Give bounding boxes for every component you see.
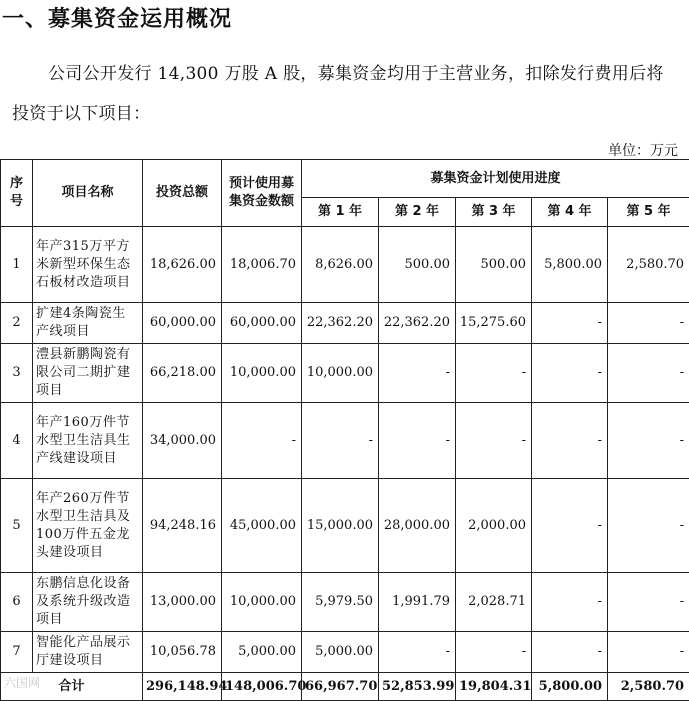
- row-total: 18,626.00: [143, 227, 222, 303]
- row-index: 2: [1, 303, 33, 344]
- row-project-name: 年产160万件节水型卫生洁具生产线建设项目: [33, 403, 143, 479]
- row-total: 34,000.00: [143, 403, 222, 479]
- row-year-4: -: [532, 632, 608, 673]
- row-year-1: 8,626.00: [302, 227, 379, 303]
- row-index: 4: [1, 403, 33, 479]
- table-row: [1, 227, 689, 303]
- row-year-4: -: [532, 403, 608, 479]
- row-total: 13,000.00: [143, 573, 222, 632]
- row-year-4: -: [532, 573, 608, 632]
- row-raised: 60,000.00: [222, 303, 302, 344]
- row-project-name: 智能化产品展示厅建设项目: [33, 632, 143, 673]
- row-index: 1: [1, 227, 33, 303]
- row-year-2: -: [379, 632, 456, 673]
- row-project-name: 澧县新鹏陶瓷有限公司二期扩建项目: [33, 344, 143, 403]
- total-row: [1, 673, 689, 701]
- row-year-3: 500.00: [456, 227, 532, 303]
- row-index: 5: [1, 479, 33, 573]
- total-year-3: 19,804.31: [456, 673, 532, 701]
- row-year-2: -: [379, 344, 456, 403]
- row-year-5: -: [608, 479, 689, 573]
- row-year-2: 500.00: [379, 227, 456, 303]
- row-year-5: -: [608, 303, 689, 344]
- row-year-3: 2,028.71: [456, 573, 532, 632]
- header-index: 序号: [1, 160, 33, 227]
- header-year-2: 第 2 年: [379, 198, 456, 227]
- section-heading: 一、募集资金运用概况: [2, 2, 232, 33]
- row-year-2: 1,991.79: [379, 573, 456, 632]
- unit-label: 单位：万元: [608, 140, 678, 160]
- row-year-3: 15,275.60: [456, 303, 532, 344]
- header-year-3: 第 3 年: [456, 198, 532, 227]
- row-project-name: 扩建4条陶瓷生产线项目: [33, 303, 143, 344]
- row-index: 7: [1, 632, 33, 673]
- table-row: [1, 632, 689, 673]
- row-project-name: 年产315万平方米新型环保生态石板材改造项目: [33, 227, 143, 303]
- table-row: [1, 573, 689, 632]
- row-year-5: -: [608, 632, 689, 673]
- row-raised: 18,006.70: [222, 227, 302, 303]
- row-year-5: -: [608, 344, 689, 403]
- table-row: [1, 479, 689, 573]
- row-year-1: 22,362.20: [302, 303, 379, 344]
- row-year-1: 10,000.00: [302, 344, 379, 403]
- row-index: 6: [1, 573, 33, 632]
- row-raised: -: [222, 403, 302, 479]
- row-year-1: 5,000.00: [302, 632, 379, 673]
- fundraising-table: [0, 159, 689, 701]
- row-year-4: 5,800.00: [532, 227, 608, 303]
- header-project-name: 项目名称: [33, 160, 143, 227]
- total-year-2: 52,853.99: [379, 673, 456, 701]
- header-raised-funds: 预计使用募集资金数额: [222, 160, 302, 227]
- watermark: 六国网: [4, 674, 40, 691]
- row-raised: 10,000.00: [222, 344, 302, 403]
- header-year-4: 第 4 年: [532, 198, 608, 227]
- row-total: 60,000.00: [143, 303, 222, 344]
- row-project-name: 东鹏信息化设备及系统升级改造项目: [33, 573, 143, 632]
- total-year-5: 2,580.70: [608, 673, 689, 701]
- header-total-investment: 投资总额: [143, 160, 222, 227]
- row-project-name: 年产260万件节水型卫生洁具及100万件五金龙头建设项目: [33, 479, 143, 573]
- row-year-2: 22,362.20: [379, 303, 456, 344]
- table-row: [1, 344, 689, 403]
- row-total: 94,248.16: [143, 479, 222, 573]
- row-year-4: -: [532, 479, 608, 573]
- row-year-3: 2,000.00: [456, 479, 532, 573]
- row-index: 3: [1, 344, 33, 403]
- table-row: [1, 303, 689, 344]
- row-year-2: -: [379, 403, 456, 479]
- row-year-1: -: [302, 403, 379, 479]
- row-year-2: 28,000.00: [379, 479, 456, 573]
- row-year-4: -: [532, 303, 608, 344]
- row-raised: 5,000.00: [222, 632, 302, 673]
- row-year-5: -: [608, 403, 689, 479]
- total-label: 合计: [1, 673, 143, 701]
- total-raised: 148,006.70: [222, 673, 302, 701]
- header-year-1: 第 1 年: [302, 198, 379, 227]
- row-year-5: 2,580.70: [608, 227, 689, 303]
- row-year-5: -: [608, 573, 689, 632]
- total-year-4: 5,800.00: [532, 673, 608, 701]
- table-row: [1, 403, 689, 479]
- total-year-1: 66,967.70: [302, 673, 379, 701]
- row-total: 66,218.00: [143, 344, 222, 403]
- row-raised: 45,000.00: [222, 479, 302, 573]
- row-year-4: -: [532, 344, 608, 403]
- row-year-1: 15,000.00: [302, 479, 379, 573]
- row-total: 10,056.78: [143, 632, 222, 673]
- total-investment: 296,148.94: [143, 673, 222, 701]
- row-year-1: 5,979.50: [302, 573, 379, 632]
- header-year-5: 第 5 年: [608, 198, 689, 227]
- header-plan-progress: 募集资金计划使用进度: [302, 160, 689, 198]
- intro-paragraph: 公司公开发行 14,300 万股 A 股，募集资金均用于主营业务，扣除发行费用后将投资于以下项目：: [12, 54, 680, 134]
- row-year-3: -: [456, 632, 532, 673]
- row-raised: 10,000.00: [222, 573, 302, 632]
- row-year-3: -: [456, 403, 532, 479]
- row-year-3: -: [456, 344, 532, 403]
